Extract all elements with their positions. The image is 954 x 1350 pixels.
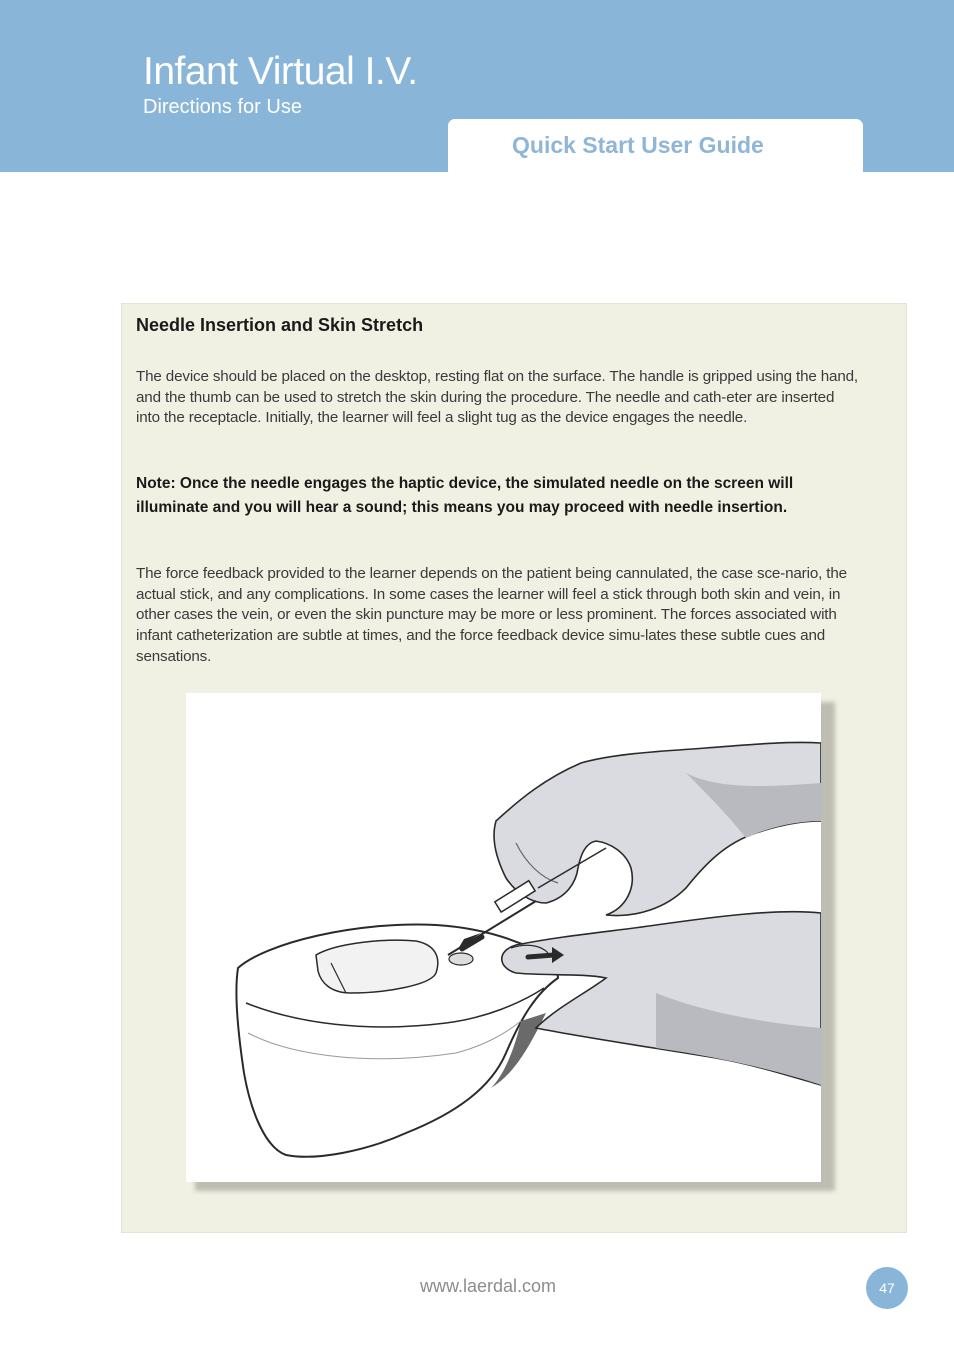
document-subtitle: Directions for Use	[143, 96, 302, 118]
guide-tab	[448, 119, 863, 172]
document-title: Infant Virtual I.V.	[143, 50, 418, 93]
paragraph-force-feedback: The force feedback provided to the learner depends on the patient being cannulated, the case sce-nario, the actual stick, and any complications. In some cases the learner will feel a stick through both skin and vein, in other cases the vein, or even the skin puncture may be more or less prominent. The forces associated with infant catheterization are subtle at times, and the force feedback device simu-lates these subtle cues and sensations.	[136, 565, 847, 665]
page-number-badge: 47	[866, 1267, 908, 1309]
needle-insertion-figure	[186, 693, 821, 1182]
header-banner	[0, 0, 954, 172]
footer-website-url: www.laerdal.com	[420, 1276, 557, 1296]
note-paragraph: Note: Once the needle engages the haptic device, the simulated needle on the screen will illuminate and you will hear a sound; this means you may proceed with needle insertion.	[136, 475, 794, 516]
section-heading: Needle Insertion and Skin Stretch	[136, 315, 424, 335]
hands-needle-insertion-illustration	[186, 693, 821, 1182]
paragraph-device-placement: The device should be placed on the desktop, resting flat on the surface. The handle is gripped using the hand, and the thumb can be used to stretch the skin during the procedure. The needle and cath-eter are inserted into the receptacle. Initially, the learner will feel a slight tug as the device engages the needle.	[136, 368, 859, 427]
guide-tab-label: Quick Start User Guide	[512, 132, 764, 158]
